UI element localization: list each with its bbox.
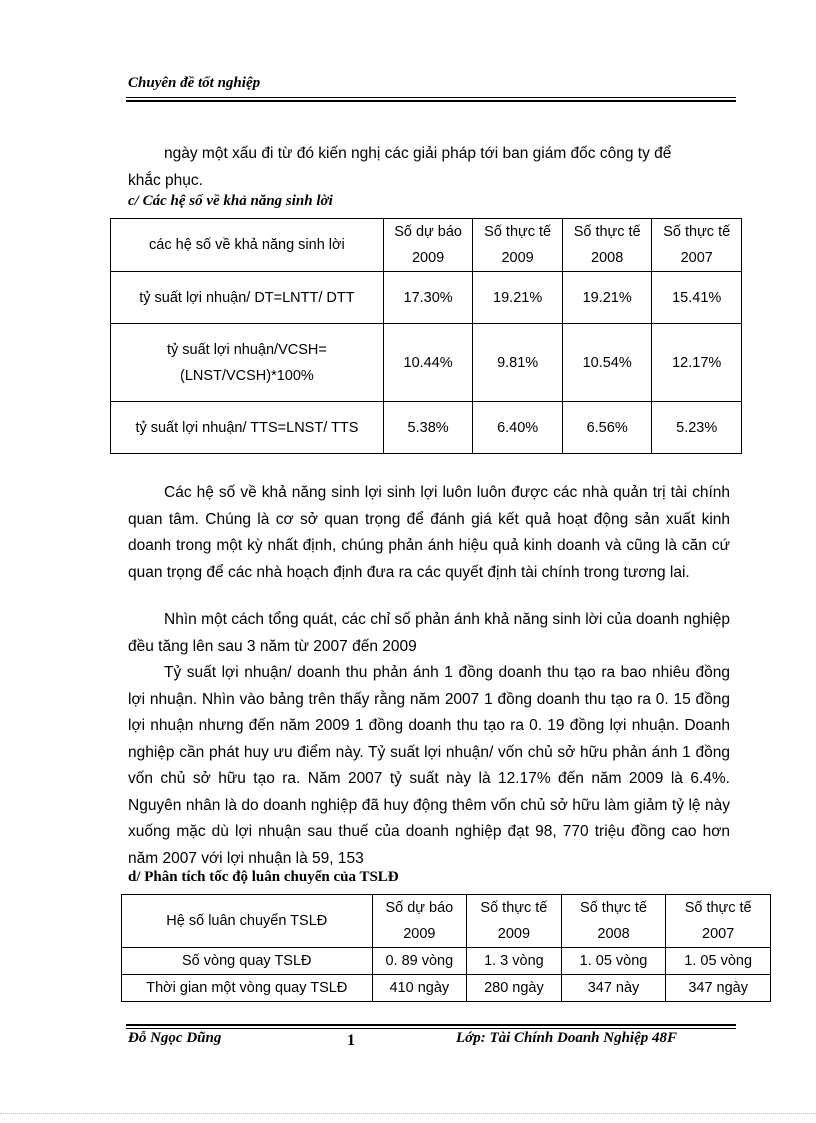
table-header-row: [122, 895, 771, 948]
table-cell: 5.38%: [383, 402, 473, 454]
header-cell: Số thực tế 2007: [652, 219, 742, 272]
footer-rule-thick: [126, 1024, 736, 1026]
table-cell: 10.44%: [383, 324, 473, 402]
paragraph-2: [128, 607, 730, 660]
table-cell: 17.30%: [383, 272, 473, 324]
page-header-title: Chuyên đề tốt nghiệp: [128, 75, 261, 91]
header-cell: Hệ số luân chuyển TSLĐ: [122, 895, 373, 948]
table-row: [111, 272, 742, 324]
header-cell: Số thực tế 2007: [666, 895, 771, 948]
header-rule-thin: [126, 97, 736, 98]
page-edge-divider: [0, 1113, 816, 1114]
header-cell: các hệ số về khả năng sinh lời: [111, 219, 384, 272]
row-label: tỷ suất lợi nhuận/ DT=LNTT/ DTT: [111, 272, 384, 324]
table-cell: 410 ngày: [372, 975, 467, 1002]
table-row: [122, 948, 771, 975]
footer-class: Lớp: Tài Chính Doanh Nghiệp 48F: [456, 1030, 678, 1046]
table-cell: 6.56%: [562, 402, 652, 454]
paragraph-3-text: Tỷ suất lợi nhuận/ doanh thu phản ánh 1 đồng doanh thu tạo ra bao nhiêu đồng lợi nhuận. Nhìn vào bảng trên thấy rằng năm 2007 1 đồng doanh thu tạo ra 0. 15 đồng lợi nhuận nhưng đến năm 2009 1 đồng doanh thu tạo ra 0. 19 đồng lợi nhuận. Doanh nghiệp cần phát huy ưu điểm này. Tỷ suất lợi nhuận/ vốn chủ sở hữu phản ánh 1 đồng vốn chủ sở hữu tạo ra. Năm 2007 tỷ suất này là 12.17% đến năm 2009 là 6.4%. Nguyên nhân là do doanh nghiệp đã huy động thêm vốn chủ sở hữu làm giảm tỷ lệ này xuống mặc dù lợi nhuận sau thuế của doanh nghiệp đạt 98, 770 triệu đồng cao hơn năm 2007 với lợi nhuận là 59, 153: [128, 664, 730, 867]
paragraph-1-text: Các hệ số về khả năng sinh lợi sinh lợi luôn luôn được các nhà quản trị tài chính quan tâm. Chúng là cơ sở quan trọng để đánh giá kết quả hoạt động sản xuất kinh doanh trong một kỳ nhất định, chúng phản ánh hiệu quả kinh doanh và cũng là căn cứ quan trọng để các nhà hoạch định đưa ra các quyết định tài chính trong tương lai.: [128, 484, 730, 581]
intro-paragraph: [128, 141, 730, 194]
row-label: Số vòng quay TSLĐ: [122, 948, 373, 975]
header-rule-thick: [126, 100, 736, 102]
table-cell: 12.17%: [652, 324, 742, 402]
header-cell: Số dự báo 2009: [383, 219, 473, 272]
table-cell: 1. 05 vòng: [561, 948, 666, 975]
current-asset-turnover-table: [121, 894, 771, 1002]
row-label: tỷ suất lợi nhuận/ TTS=LNST/ TTS: [111, 402, 384, 454]
table-cell: 347 ngày: [666, 975, 771, 1002]
table-cell: 347 này: [561, 975, 666, 1002]
table-cell: 15.41%: [652, 272, 742, 324]
header-cell: Số thực tế 2008: [561, 895, 666, 948]
table-row: [122, 975, 771, 1002]
paragraph-1: [128, 480, 730, 586]
table-cell: 1. 05 vòng: [666, 948, 771, 975]
header-cell: Số thực tế 2009: [467, 895, 562, 948]
table-cell: 6.40%: [473, 402, 563, 454]
header-cell: Số thực tế 2008: [562, 219, 652, 272]
table-cell: 5.23%: [652, 402, 742, 454]
header-cell: Số dự báo 2009: [372, 895, 467, 948]
table-cell: 9.81%: [473, 324, 563, 402]
intro-line-1: ngày một xấu đi từ đó kiến nghị các giải pháp tới ban giám đốc công ty để: [164, 145, 672, 162]
table-cell: 10.54%: [562, 324, 652, 402]
table-cell: 19.21%: [473, 272, 563, 324]
table-row: [111, 324, 742, 402]
table-cell: 19.21%: [562, 272, 652, 324]
table-cell: 1. 3 vòng: [467, 948, 562, 975]
table-header-row: [111, 219, 742, 272]
section-d-heading: d/ Phân tích tốc độ luân chuyển của TSLĐ: [128, 869, 399, 885]
row-label: tỷ suất lợi nhuận/VCSH=(LNST/VCSH)*100%: [111, 324, 384, 402]
intro-line-2: khắc phục.: [128, 171, 203, 189]
footer-author: Đỗ Ngọc Dũng: [128, 1030, 222, 1046]
paragraph-3: [128, 660, 730, 872]
table-cell: 280 ngày: [467, 975, 562, 1002]
header-cell: Số thực tế 2009: [473, 219, 563, 272]
table-cell: 0. 89 vòng: [372, 948, 467, 975]
table-row: [111, 402, 742, 454]
section-c-heading: c/ Các hệ số về khả năng sinh lời: [128, 193, 333, 209]
page-number: 1: [347, 1032, 355, 1049]
paragraph-2-text: Nhìn một cách tổng quát, các chỉ số phản ánh khả năng sinh lời của doanh nghiệp đều tăng lên sau 3 năm từ 2007 đến 2009: [128, 611, 730, 655]
profitability-table: [110, 218, 742, 454]
footer-rule-thin: [126, 1028, 736, 1029]
row-label: Thời gian một vòng quay TSLĐ: [122, 975, 373, 1002]
